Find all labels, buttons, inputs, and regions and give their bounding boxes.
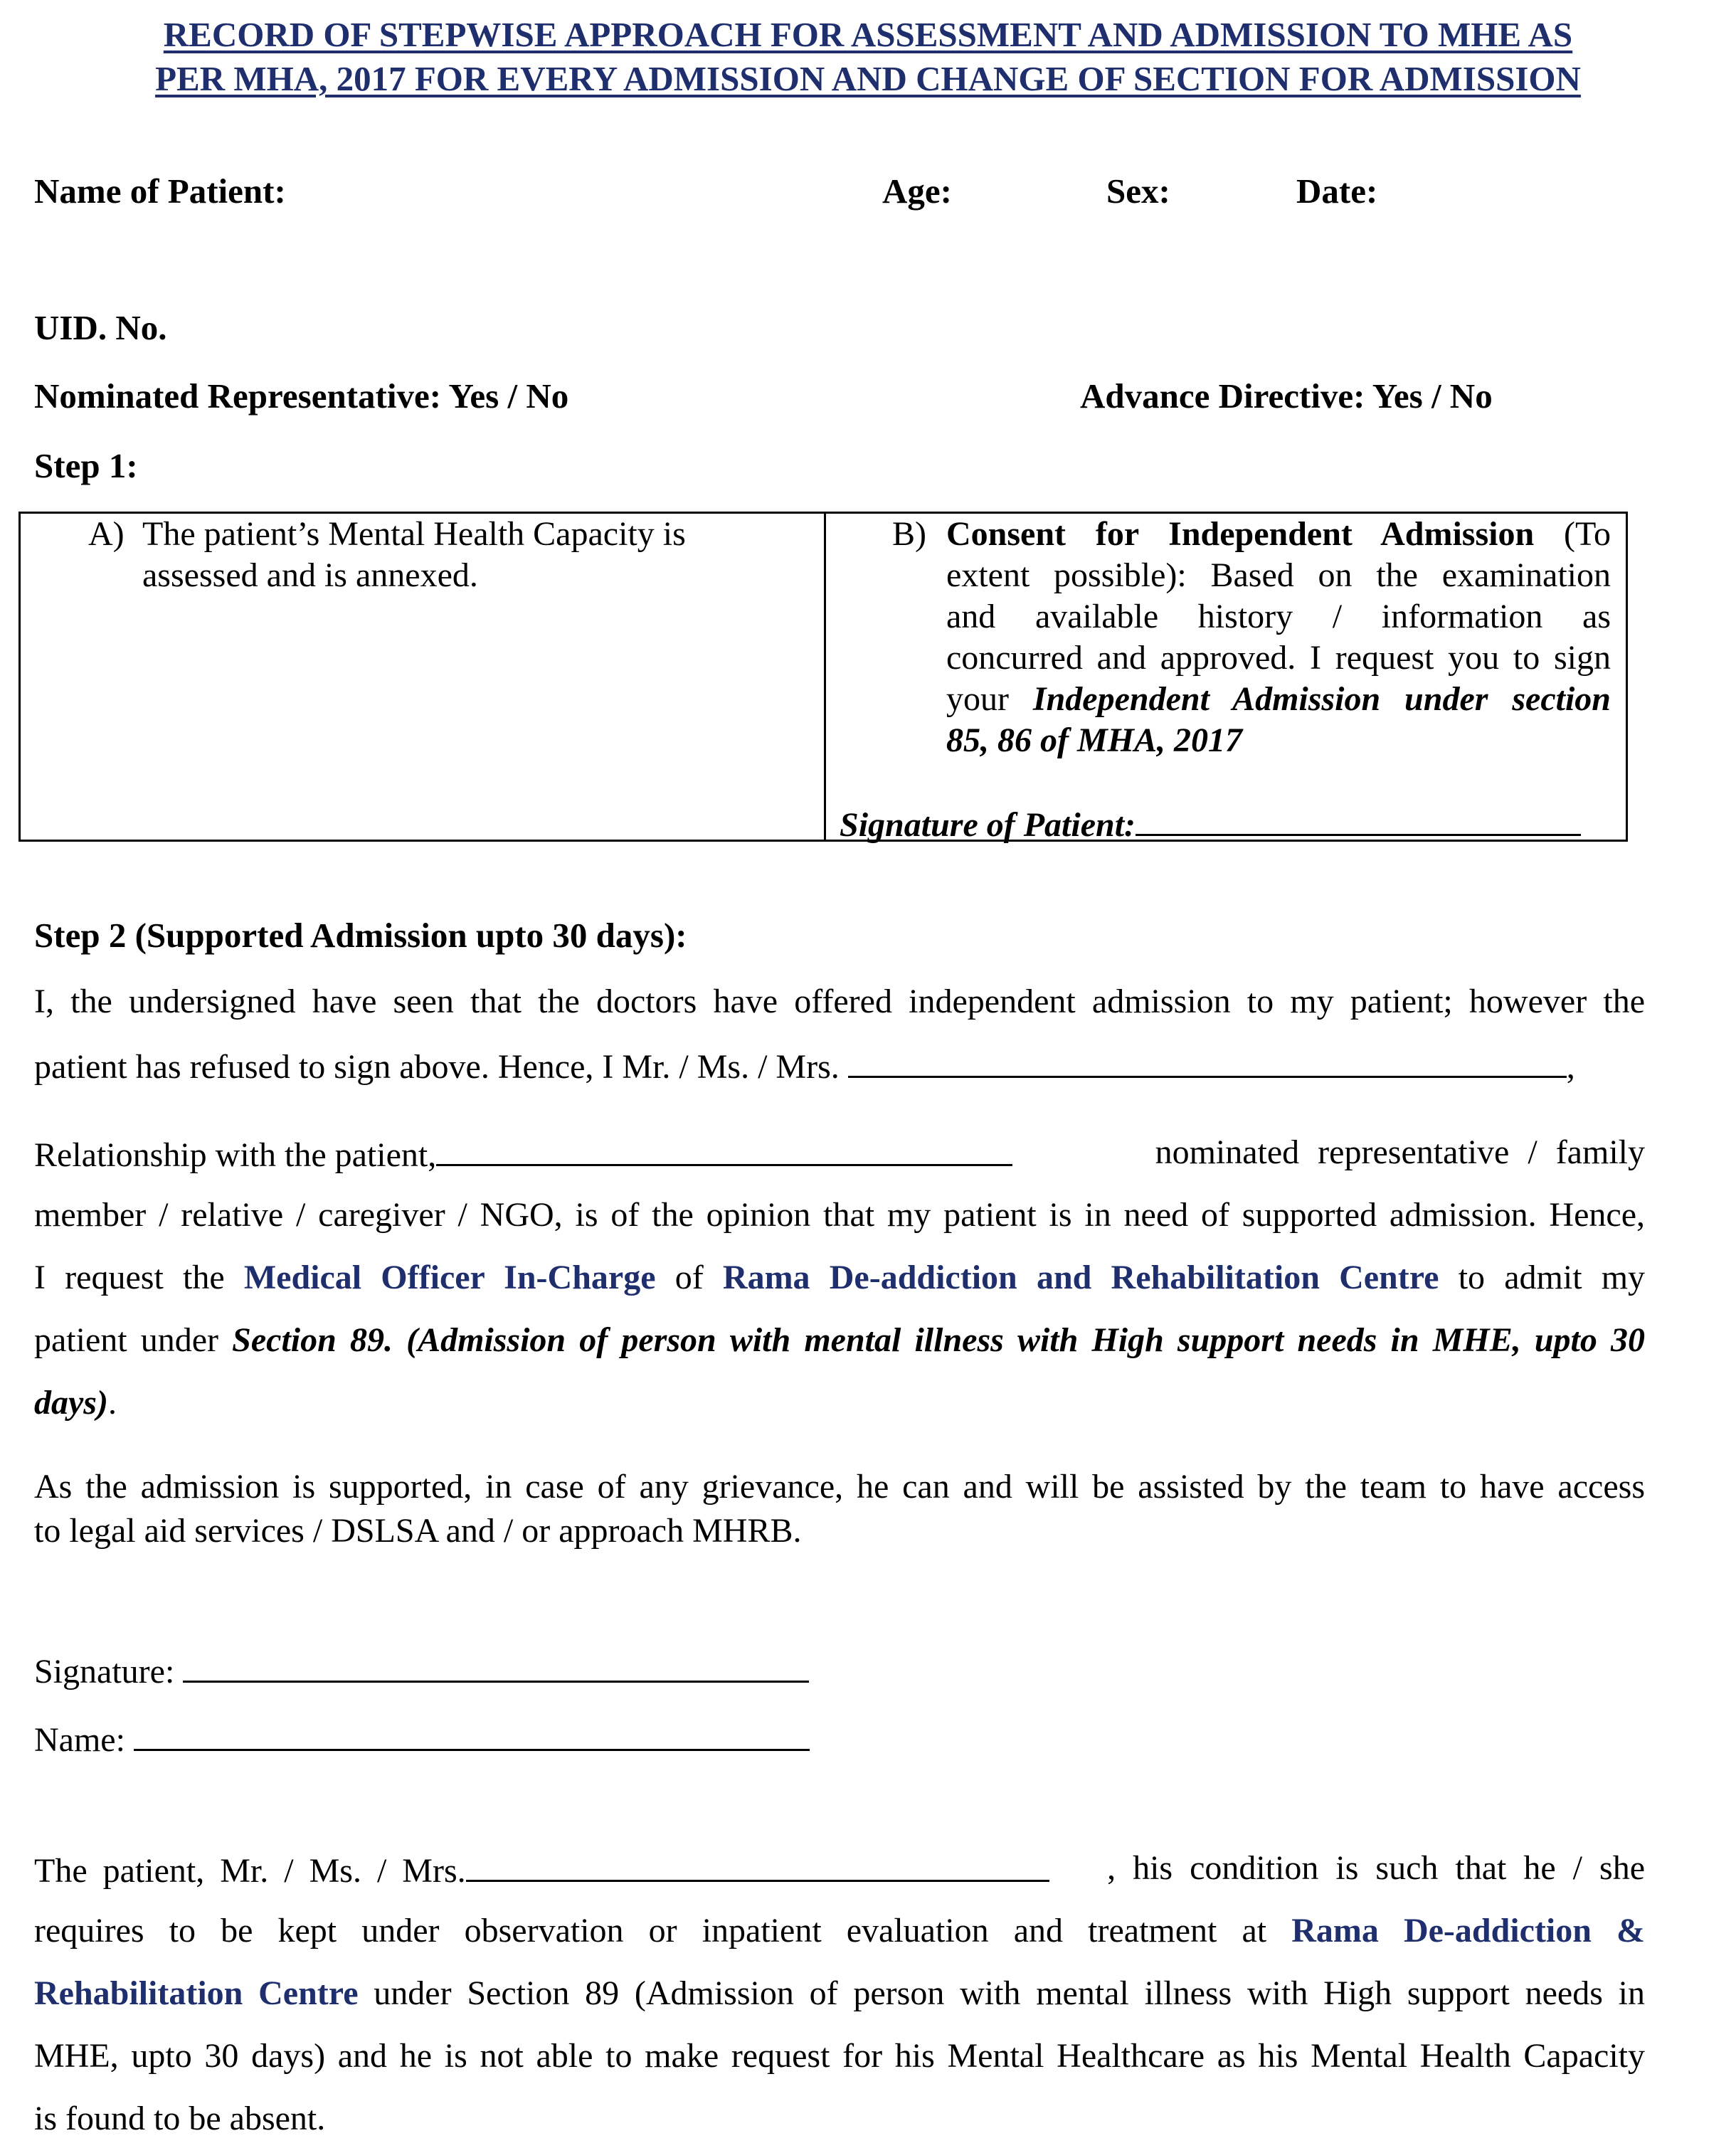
request-text: I request the: [34, 1259, 225, 1296]
independent-admission-text: Independent Admission under section: [1032, 680, 1611, 718]
patient-signature-label: Signature of Patient:: [840, 806, 1136, 844]
relationship-label: Relationship with the patient,: [34, 1136, 437, 1174]
date-label: Date:: [1296, 171, 1378, 211]
relationship-label-row: [34, 1133, 1012, 1175]
relationship-line[interactable]: [436, 1133, 1012, 1166]
signature-row: [34, 1649, 809, 1691]
step2-para2-line2: member / relative / caregiver / NGO, is of the opinion that my patient is in need of supported admission. Hence,: [34, 1196, 1645, 1234]
step2-para2-line5: [34, 1383, 117, 1422]
step1-b-line6: 85, 86 of MHA, 2017: [946, 721, 1243, 759]
signature-line[interactable]: [183, 1649, 809, 1683]
age-label: Age:: [882, 171, 952, 211]
step2-para2-line4: [34, 1321, 1645, 1360]
patient-text: The patient, Mr. / Ms. / Mrs.: [34, 1852, 466, 1890]
step1-a-marker: A): [88, 515, 125, 553]
centre-name-part1: Rama De-addiction &: [1291, 1912, 1646, 1949]
patient-name-row: [34, 1848, 1049, 1890]
advance-directive-label: Advance Directive: Yes / No: [1080, 376, 1493, 416]
admit-text: to admit my: [1458, 1259, 1646, 1296]
patient-signature-row: [840, 803, 1581, 845]
nominated-representative-label: Nominated Representative: Yes / No: [34, 376, 569, 416]
step2-para2-line1: [34, 1133, 1645, 1175]
step2-para4-line1: [34, 1848, 1645, 1890]
days-text: days): [34, 1384, 108, 1422]
step2-para1-line1: I, the undersigned have seen that the doctors have offered independent admission to my patient; however the: [34, 983, 1645, 1020]
medical-officer-text: Medical Officer In-Charge: [243, 1259, 656, 1296]
signature-label: Signature:: [34, 1653, 175, 1691]
step1-b-marker: B): [892, 515, 926, 553]
period: .: [107, 1384, 117, 1422]
centre-name-part2: Rehabilitation Centre: [34, 1974, 359, 2012]
consent-heading: Consent for Independent Admission: [946, 515, 1535, 553]
of-text: of: [674, 1259, 704, 1296]
step2-para1-line2: [34, 1044, 1575, 1086]
sex-label: Sex:: [1106, 171, 1170, 211]
step1-b-line3: and available history / information as: [946, 598, 1611, 635]
name-row: [34, 1718, 810, 1760]
step1-b-line5: [946, 679, 1611, 720]
name-line[interactable]: [134, 1718, 810, 1751]
section-89-text: Section 89. (Admission of person with mental illness with High support needs in MHE, upto 30: [232, 1321, 1646, 1359]
step1-b-line4: concurred and approved. I request you to sign: [946, 639, 1611, 677]
step1-table-divider: [824, 512, 826, 842]
name-label: Name:: [34, 1721, 125, 1759]
step2-para4-line4: MHE, upto 30 days) and he is not able to make request for his Mental Healthcare as his Mental Health Capacity: [34, 2037, 1645, 2075]
patient-signature-line[interactable]: [1136, 803, 1581, 836]
step1-b-line1: [946, 514, 1611, 555]
step1-b-line5-head: your: [946, 680, 1009, 718]
patient-under-text: patient under: [34, 1321, 219, 1359]
step2-para2-line3: [34, 1258, 1645, 1297]
step2-para4-line3: [34, 1974, 1645, 2013]
consent-heading-tail: (To: [1564, 515, 1611, 553]
step2-heading: Step 2 (Supported Admission upto 30 days):: [34, 916, 687, 955]
patient-name-label: Name of Patient:: [34, 171, 286, 211]
uid-label: UID. No.: [34, 308, 167, 347]
relationship-tail: nominated representative / family: [1155, 1133, 1645, 1171]
condition-text: , his condition is such that he / she: [1107, 1849, 1645, 1887]
step2-para4-line2: [34, 1911, 1645, 1950]
section-89-description: under Section 89 (Admission of person with mental illness with High support needs in: [374, 1974, 1646, 2012]
step1-heading: Step 1:: [34, 446, 138, 485]
representative-name-line[interactable]: [848, 1044, 1567, 1078]
patient-name-line[interactable]: [466, 1848, 1049, 1882]
step2-para4-line5: is found to be absent.: [34, 2100, 326, 2137]
step2-para1-line2-text: patient has refused to sign above. Hence, I Mr. / Ms. / Mrs.: [34, 1048, 840, 1086]
step1-a-line2: assessed and is annexed.: [142, 556, 478, 594]
step2-para3-line1: As the admission is supported, in case of any grievance, he can and will be assisted by the team to have access: [34, 1468, 1645, 1506]
observation-text: requires to be kept under observation or inpatient evaluation and treatment at: [34, 1912, 1267, 1949]
step2-para3-line2: to legal aid services / DSLSA and / or approach MHRB.: [34, 1512, 802, 1550]
document-title-line-1: RECORD OF STEPWISE APPROACH FOR ASSESSMENT AND ADMISSION TO MHE AS: [163, 15, 1573, 54]
centre-name: Rama De-addiction and Rehabilitation Centre: [722, 1259, 1439, 1296]
comma: ,: [1566, 1048, 1575, 1086]
step1-a-line1: The patient’s Mental Health Capacity is: [142, 515, 686, 553]
step1-b-line2: extent possible): Based on the examination: [946, 556, 1611, 594]
document-title-line-2: PER MHA, 2017 FOR EVERY ADMISSION AND CHANGE OF SECTION FOR ADMISSION: [155, 59, 1581, 98]
